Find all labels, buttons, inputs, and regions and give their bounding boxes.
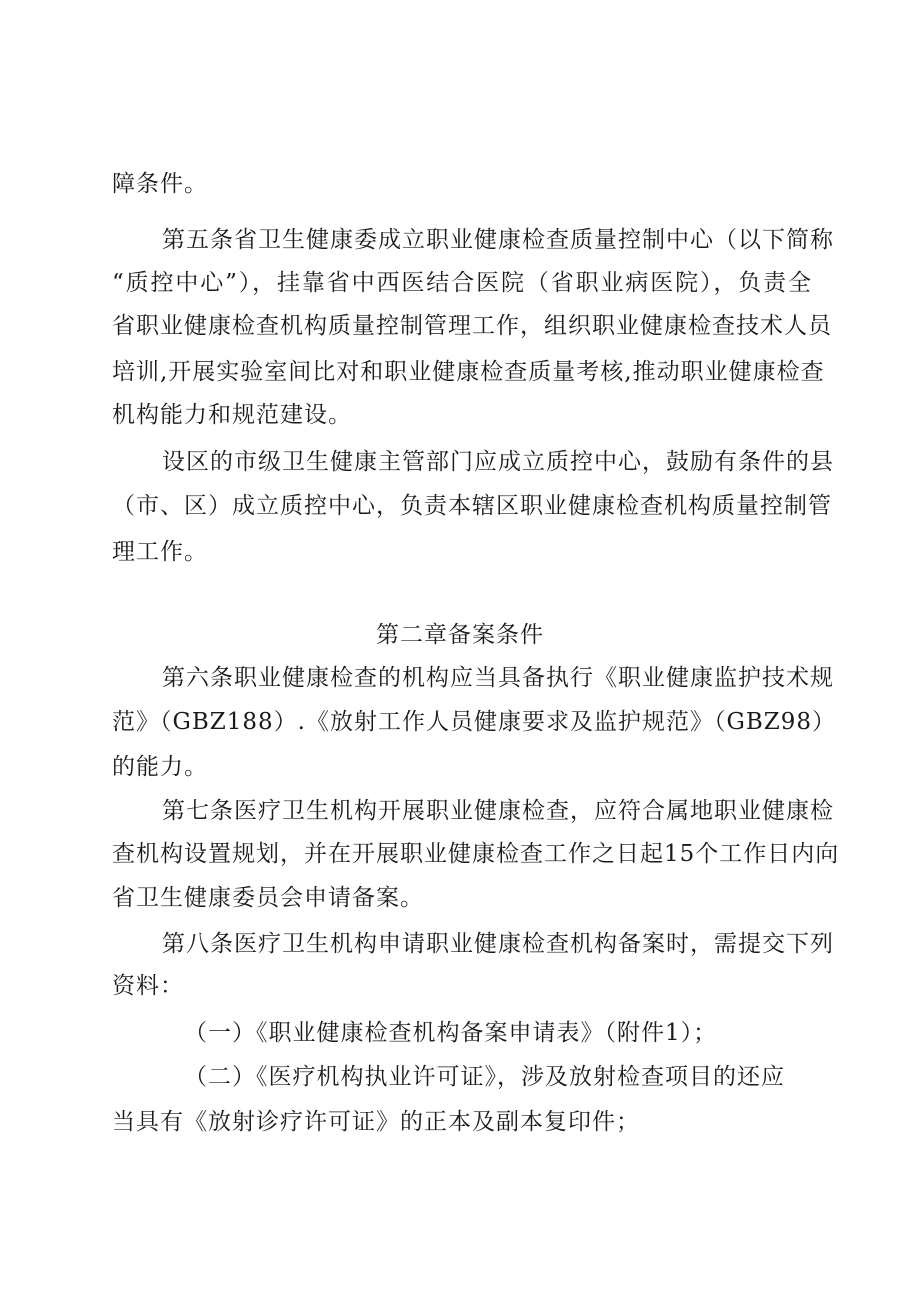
text-line: 的能力。: [112, 754, 208, 780]
list-item: （二）《医疗机构执业许可证》，涉及放射检查项目的还应: [184, 1064, 785, 1090]
text-line: 省卫生健康委员会申请备案。: [112, 885, 424, 911]
text-line: 障条件。: [112, 171, 208, 197]
text-line: 第五条省卫生健康委成立职业健康检查质量控制中心（以下简称: [162, 227, 834, 253]
text-line: 第七条医疗卫生机构开展职业健康检查，应符合属地职业健康检: [162, 798, 834, 824]
text-line: 当具有《放射诊疗许可证》的正本及副本复印件；: [112, 1109, 640, 1135]
text-line: 范》（GBZ188）.《放射工作人员健康要求及监护规范》（GBZ98）: [112, 709, 836, 735]
text-line: 查机构设置规划，并在开展职业健康检查工作之日起15个工作日内向: [112, 841, 840, 867]
text-line: （市、区）成立质控中心，负责本辖区职业健康检查机构质量控制管: [112, 493, 832, 519]
list-item: （一）《职业健康检查机构备案申请表》（附件1）；: [184, 1020, 718, 1046]
text-line: 省职业健康检查机构质量控制管理工作，组织职业健康检查技术人员: [112, 313, 832, 339]
text-line: 培训,开展实验室间比对和职业健康检查质量考核,推动职业健康检查: [112, 359, 825, 385]
text-line: 理工作。: [112, 539, 208, 565]
text-line: “质控中心”），挂靠省中西医结合医院（省职业病医院），负责全: [112, 270, 812, 296]
text-line: 设区的市级卫生健康主管部门应成立质控中心，鼓励有条件的县: [162, 449, 834, 475]
chapter-heading: 第二章备案条件: [376, 622, 544, 648]
text-line: 第六条职业健康检查的机构应当具备执行《职业健康监护技术规: [162, 665, 834, 691]
text-line: 机构能力和规范建设。: [112, 402, 352, 428]
text-line: 资料：: [112, 973, 184, 999]
text-line: 第八条医疗卫生机构申请职业健康检查机构备案时，需提交下列: [162, 931, 834, 957]
